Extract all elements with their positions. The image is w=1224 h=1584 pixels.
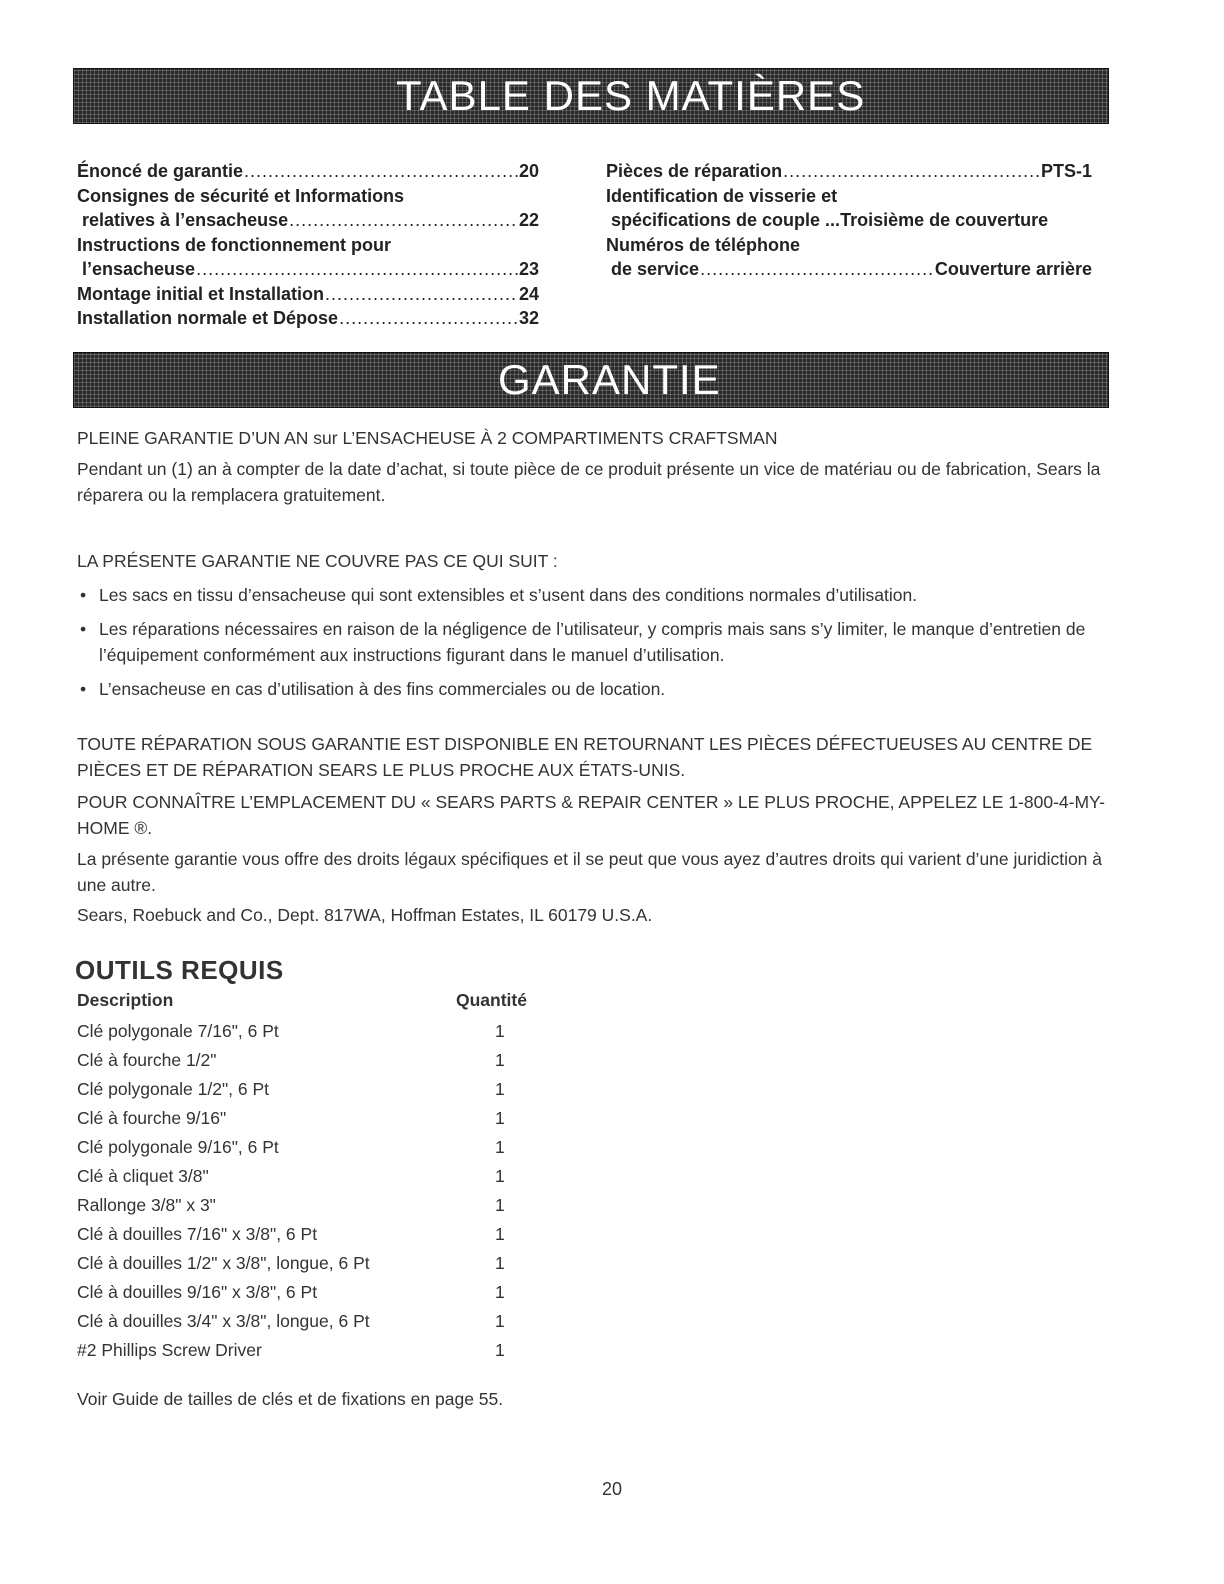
toc-entry-page: 24 xyxy=(518,283,539,304)
toc-entry-label: de service xyxy=(611,259,700,279)
table-row xyxy=(77,1192,577,1221)
toc-entry[interactable] xyxy=(606,208,1092,233)
warranty-repair: TOUTE RÉPARATION SOUS GARANTIE EST DISPONIBLE EN RETOURNANT LES PIÈCES DÉFECTUEUSES AU CENTRE DE PIÈCES ET DE RÉPARATION SEARS LE PLUS PROCHE AUX ÉTATS-UNIS. xyxy=(77,734,1093,780)
toc-entry-page: PTS-1 xyxy=(1040,161,1092,181)
tool-description: Clé à cliquet 3/8" xyxy=(77,1166,209,1186)
toc-entry-page: 32 xyxy=(518,308,539,328)
tools-title: OUTILS REQUIS xyxy=(75,955,284,985)
toc-banner xyxy=(73,68,1109,124)
tool-quantity: 1 xyxy=(495,1340,505,1360)
garantie-banner-title: GARANTIE xyxy=(498,356,721,403)
tool-quantity: 1 xyxy=(495,1021,505,1041)
toc-entry-label: relatives à l’ensacheuse xyxy=(82,210,289,230)
table-row xyxy=(77,1134,577,1163)
toc-entry-label: spécifications de couple ... xyxy=(611,210,841,230)
toc-entry[interactable] xyxy=(77,306,539,331)
tool-description: Clé à douilles 1/2" x 3/8", longue, 6 Pt xyxy=(77,1253,370,1273)
bullet-icon: • xyxy=(80,619,87,639)
table-row xyxy=(77,1163,577,1192)
tool-description: #2 Phillips Screw Driver xyxy=(77,1340,262,1360)
toc-entry-line: Instructions de fonctionnement pour xyxy=(77,234,391,255)
toc-entry-page: Couverture arrière xyxy=(934,259,1092,279)
toc-entry-page: 20 xyxy=(518,161,539,181)
toc-entry-label: Pièces de réparation xyxy=(606,161,783,181)
tool-description: Clé à douilles 3/4" x 3/8", longue, 6 Pt xyxy=(77,1311,370,1331)
tools-table xyxy=(77,1018,577,1366)
bullet-icon: • xyxy=(80,679,87,699)
toc-entry-label: Montage initial et Installation xyxy=(77,283,325,304)
table-row xyxy=(77,1076,577,1105)
tool-quantity: 1 xyxy=(495,1253,505,1273)
bullet-icon: • xyxy=(80,585,87,605)
garantie-banner xyxy=(73,352,1109,408)
tool-quantity: 1 xyxy=(495,1224,505,1244)
toc-entry-label: l’ensacheuse xyxy=(82,259,196,279)
tool-quantity: 1 xyxy=(495,1311,505,1331)
toc-banner-title: TABLE DES MATIÈRES xyxy=(396,72,866,119)
tool-description: Clé polygonale 9/16", 6 Pt xyxy=(77,1137,279,1157)
table-row xyxy=(77,1337,577,1366)
tool-description: Clé à douilles 7/16" x 3/8", 6 Pt xyxy=(77,1224,318,1244)
toc-entry[interactable] xyxy=(606,159,1092,184)
tools-header-quantity: Quantité xyxy=(456,990,527,1010)
tool-description: Clé à douilles 9/16" x 3/8", 6 Pt xyxy=(77,1282,318,1302)
table-row xyxy=(77,1105,577,1134)
toc-right-column xyxy=(606,159,1092,282)
toc-entry[interactable] xyxy=(77,257,539,282)
tool-quantity: 1 xyxy=(495,1195,505,1215)
toc-entry-page: 22 xyxy=(518,210,539,230)
tools-header-description: Description xyxy=(77,990,174,1010)
tools-note: Voir Guide de tailles de clés et de fixations en page 55. xyxy=(77,1389,504,1409)
tool-description: Clé à fourche 9/16" xyxy=(77,1108,227,1128)
toc-entry[interactable] xyxy=(77,208,539,233)
tool-description: Clé polygonale 1/2", 6 Pt xyxy=(77,1079,270,1099)
toc-entry-page: 23 xyxy=(518,259,539,279)
tool-quantity: 1 xyxy=(495,1050,505,1070)
table-row xyxy=(77,1279,577,1308)
list-item: • Les sacs en tissu d’ensacheuse qui sont extensibles et s’usent dans des conditions normales d’utilisation. xyxy=(80,582,1110,608)
table-row xyxy=(77,1250,577,1279)
toc-entry[interactable] xyxy=(606,257,1092,282)
page-number: 20 xyxy=(601,1479,623,1499)
tool-description: Rallonge 3/8" x 3" xyxy=(77,1195,216,1215)
toc-entry[interactable] xyxy=(77,282,539,307)
list-item: • Les réparations nécessaires en raison de la négligence de l’utilisateur, y compris mais sans s’y limiter, le manque d’entretien de l’équipement conformément aux instructions figurant dans le manuel d’utilisation. xyxy=(80,616,1110,668)
toc-entry-line: Consignes de sécurité et Informations xyxy=(77,185,405,206)
tool-quantity: 1 xyxy=(495,1137,505,1157)
tool-description: Clé polygonale 7/16", 6 Pt xyxy=(77,1021,279,1041)
tool-quantity: 1 xyxy=(495,1108,505,1128)
table-row xyxy=(77,1018,577,1047)
toc-entry-page: Troisième de couverture xyxy=(840,210,1049,230)
toc-entry-line: Identification de visserie et xyxy=(606,185,838,206)
toc-entry[interactable] xyxy=(77,159,539,184)
exclusions-heading: LA PRÉSENTE GARANTIE NE COUVRE PAS CE QUI SUIT : xyxy=(77,551,558,571)
tool-quantity: 1 xyxy=(495,1079,505,1099)
toc-entry-line: Numéros de téléphone xyxy=(606,234,801,255)
table-row xyxy=(77,1308,577,1337)
toc-entry-label: Installation normale et Dépose xyxy=(77,308,339,328)
warranty-rights: La présente garantie vous offre des droits légaux spécifiques et il se peut que vous ayez d’autres droits qui varient d’une juridiction à une autre. xyxy=(77,849,1103,895)
tool-description: Clé à fourche 1/2" xyxy=(77,1050,217,1070)
toc-left-column xyxy=(77,159,539,331)
table-row xyxy=(77,1047,577,1076)
tool-quantity: 1 xyxy=(495,1166,505,1186)
warranty-intro: Pendant un (1) an à compter de la date d’achat, si toute pièce de ce produit présente un vice de matériau ou de fabrication, Sears la réparera ou la remplacera gratuitement. xyxy=(77,459,1101,505)
warranty-heading: PLEINE GARANTIE D’UN AN sur L’ENSACHEUSE À 2 COMPARTIMENTS CRAFTSMAN xyxy=(77,428,778,448)
warranty-address: Sears, Roebuck and Co., Dept. 817WA, Hoffman Estates, IL 60179 U.S.A. xyxy=(77,905,653,925)
table-row xyxy=(77,1221,577,1250)
exclusions-list xyxy=(80,582,1110,710)
tool-quantity: 1 xyxy=(495,1282,505,1302)
warranty-contact: POUR CONNAÎTRE L’EMPLACEMENT DU « SEARS PARTS & REPAIR CENTER » LE PLUS PROCHE, APPELEZ LE 1-800-4-MY-HOME ®. xyxy=(77,792,1105,838)
toc-entry-label: Énoncé de garantie xyxy=(77,161,244,181)
list-item: • L’ensacheuse en cas d’utilisation à des fins commerciales ou de location. xyxy=(80,676,1110,702)
